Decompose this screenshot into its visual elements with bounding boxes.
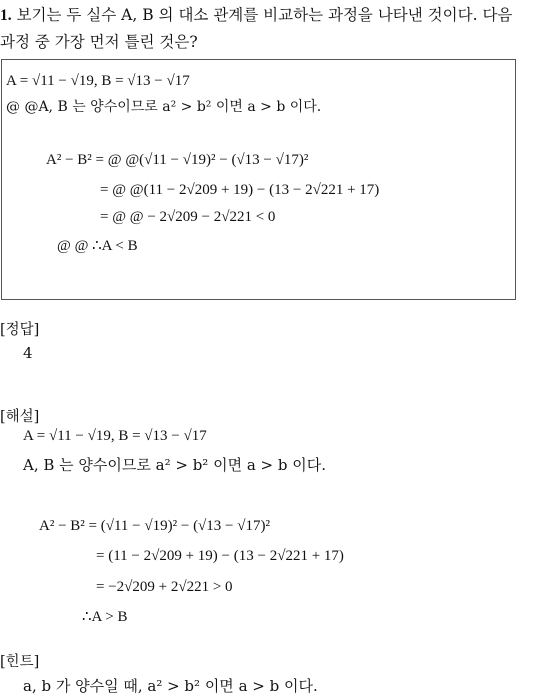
explanation-line-1: A = √11 − √19, B = √13 − √17 <box>23 428 207 444</box>
explanation-label: [해설] <box>0 409 40 425</box>
hint-line-1: a, b 가 양수일 때, a² > b² 이면 a > b 이다. <box>23 677 318 695</box>
hint-label: [힌트] <box>0 654 40 670</box>
explanation-line-5: = −2√209 + 2√221 > 0 <box>96 579 233 595</box>
answer-value: 4 <box>23 344 33 362</box>
box-line-5: = @ @ − 2√209 − 2√221 < 0 <box>100 209 276 225</box>
box-line-1: A = √11 − √19, B = √13 − √17 <box>6 73 190 89</box>
question-text-1: 보기는 두 실수 A, B 의 대소 관계를 비교하는 과정을 나타낸 것이다. 다음 <box>16 6 513 24</box>
question-line-1 <box>0 2 534 29</box>
box-line-3: A² − B² = @ @(√11 − √19)² − (√13 − √17)² <box>46 152 309 168</box>
explanation-line-3: A² − B² = (√11 − √19)² − (√13 − √17)² <box>39 518 270 534</box>
box-line-6: @ @ ∴A < B <box>57 238 138 254</box>
explanation-line-6: ∴A > B <box>82 609 128 625</box>
question <box>0 2 534 55</box>
example-box <box>1 59 516 300</box>
answer-label: [정답] <box>0 322 40 338</box>
question-text-2: 과정 중 가장 먼저 틀린 것은? <box>0 33 198 51</box>
question-number: 1. <box>0 7 12 24</box>
box-line-2: @ @A, B 는 양수이므로 a² > b² 이면 a > b 이다. <box>6 99 322 115</box>
explanation-line-4: = (11 − 2√209 + 19) − (13 − 2√221 + 17) <box>96 548 344 564</box>
box-line-4: = @ @(11 − 2√209 + 19) − (13 − 2√221 + 17) <box>100 182 380 198</box>
explanation-line-2: A, B 는 양수이므로 a² > b² 이면 a > b 이다. <box>23 456 326 474</box>
